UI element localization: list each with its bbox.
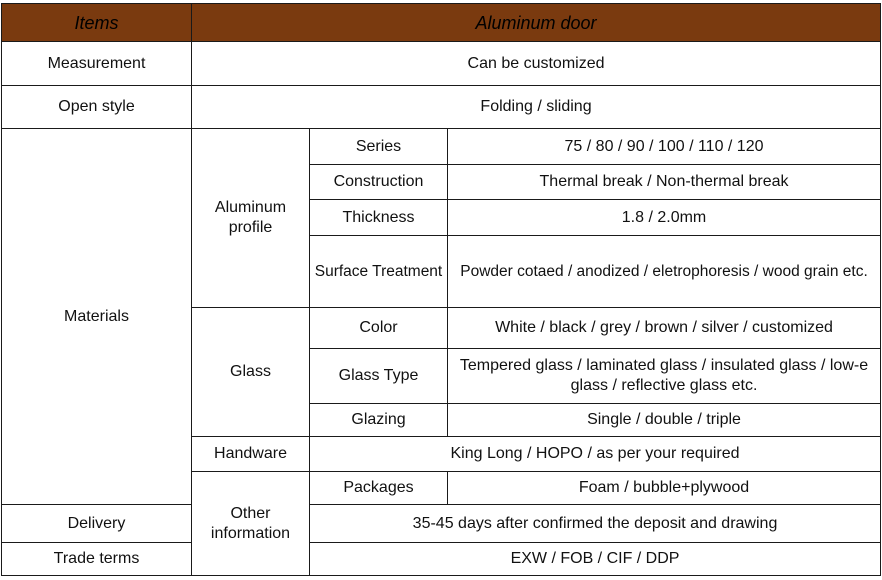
aluminum-door-spec-table [1, 3, 881, 576]
open-style-label: Open style [2, 86, 192, 129]
table-row [2, 86, 881, 129]
measurement-value: Can be customized [192, 42, 881, 86]
table-row [2, 129, 881, 165]
glazing-value: Single / double / triple [448, 404, 881, 437]
aluminum-profile-label: Aluminum profile [192, 129, 310, 308]
construction-value: Thermal break / Non-thermal break [448, 165, 881, 200]
glass-type-label: Glass Type [310, 349, 448, 404]
other-information-label: Other information [192, 472, 310, 576]
table-row [2, 543, 881, 576]
surface-treatment-value: Powder cotaed / anodized / eletrophoresis / wood grain etc. [448, 236, 881, 308]
color-label: Color [310, 308, 448, 349]
series-label: Series [310, 129, 448, 165]
trade-terms-label: Trade terms [2, 543, 192, 576]
surface-treatment-label: Surface Treatment [310, 236, 448, 308]
items-header: Items [2, 4, 192, 42]
packages-value: Foam / bubble+plywood [448, 472, 881, 505]
glass-label: Glass [192, 308, 310, 437]
product-header: Aluminum door [192, 4, 881, 42]
table-row [2, 505, 881, 543]
delivery-value: 35-45 days after confirmed the deposit and drawing [310, 505, 881, 543]
construction-label: Construction [310, 165, 448, 200]
thickness-label: Thickness [310, 200, 448, 236]
series-value: 75 / 80 / 90 / 100 / 110 / 120 [448, 129, 881, 165]
header-row [2, 4, 881, 42]
glass-type-value: Tempered glass / laminated glass / insulated glass / low-e glass / reflective glass etc. [448, 349, 881, 404]
measurement-label: Measurement [2, 42, 192, 86]
packages-label: Packages [310, 472, 448, 505]
delivery-label: Delivery [2, 505, 192, 543]
thickness-value: 1.8 / 2.0mm [448, 200, 881, 236]
glazing-label: Glazing [310, 404, 448, 437]
trade-terms-value: EXW / FOB / CIF / DDP [310, 543, 881, 576]
color-value: White / black / grey / brown / silver / customized [448, 308, 881, 349]
open-style-value: Folding / sliding [192, 86, 881, 129]
hardware-value: King Long / HOPO / as per your required [310, 437, 881, 472]
table-row [2, 42, 881, 86]
hardware-label: Handware [192, 437, 310, 472]
materials-label: Materials [2, 129, 192, 505]
